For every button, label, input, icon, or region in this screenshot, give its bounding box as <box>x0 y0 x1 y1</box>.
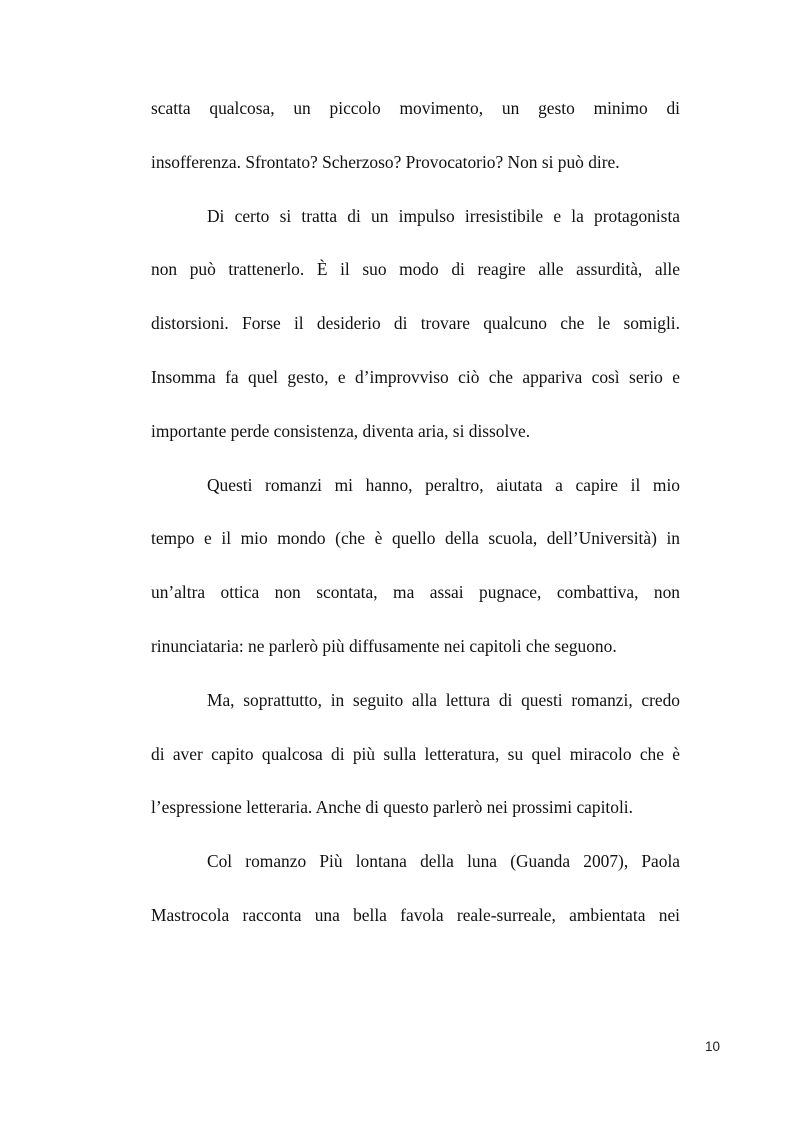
paragraph-start-line: Questi romanzi mi hanno, peraltro, aiutata a capire il mio <box>207 474 680 495</box>
text-line: tempo e il mio mondo (che è quello della scuola, dell’Università) in <box>151 528 680 549</box>
text-line: non può trattenerlo. È il suo modo di reagire alle assurdità, alle <box>151 259 680 280</box>
text-line: Insomma fa quel gesto, e d’improvviso ciò che appariva così serio e <box>151 366 680 387</box>
text-line: Mastrocola racconta una bella favola reale-surreale, ambientata nei <box>151 904 680 925</box>
text-line: importante perde consistenza, diventa aria, si dissolve. <box>151 420 531 441</box>
page-number: 10 <box>704 1039 720 1054</box>
paragraph-start-line: Ma, soprattutto, in seguito alla lettura di questi romanzi, credo <box>207 689 680 710</box>
text-line: scatta qualcosa, un piccolo movimento, un gesto minimo di <box>151 98 680 118</box>
paragraph-start-line: Col romanzo Più lontana della luna (Guanda 2007), Paola <box>207 851 680 872</box>
text-line: rinunciataria: ne parlerò più diffusamente nei capitoli che seguono. <box>151 635 617 656</box>
text-line: di aver capito qualcosa di più sulla letteratura, su quel miracolo che è <box>151 743 680 764</box>
text-line: distorsioni. Forse il desiderio di trovare qualcuno che le somigli. <box>151 313 680 334</box>
text-line: l’espressione letteraria. Anche di questo parlerò nei prossimi capitoli. <box>151 797 633 818</box>
text-line: un’altra ottica non scontata, ma assai pugnace, combattiva, non <box>151 582 680 603</box>
text-line: insofferenza. Sfrontato? Scherzoso? Provocatorio? Non si può dire. <box>151 151 620 172</box>
body-text <box>151 82 680 943</box>
paragraph-start-line: Di certo si tratta di un impulso irresistibile e la protagonista <box>207 205 680 226</box>
